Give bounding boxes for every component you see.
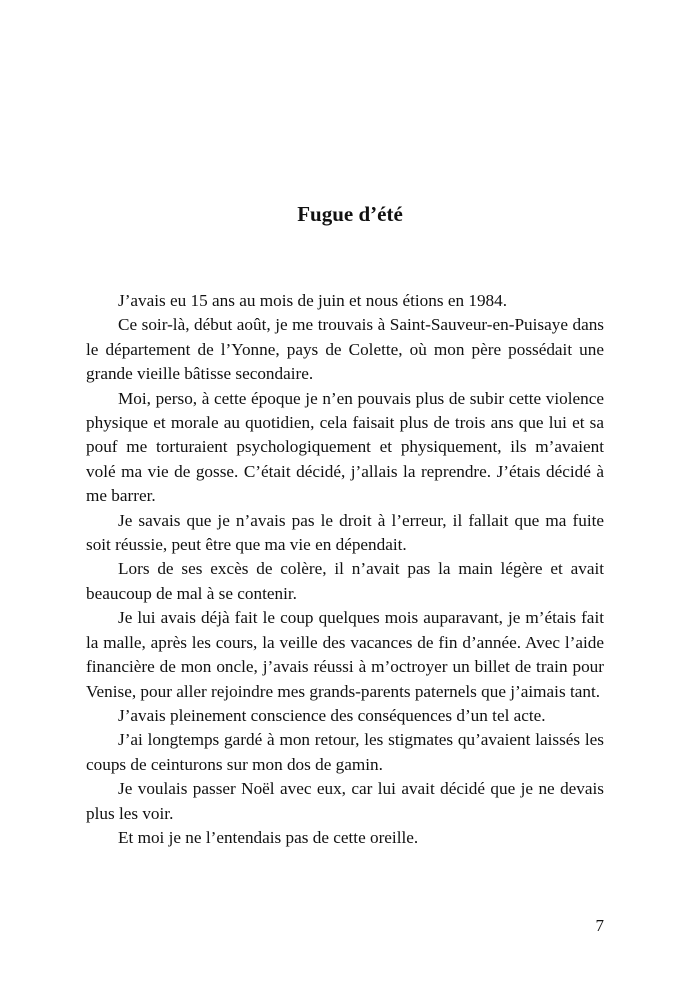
paragraph: J’avais eu 15 ans au mois de juin et nous étions en 1984.: [118, 291, 508, 310]
paragraph: Ce soir-là, début août, je me trouvais à Saint-Sauveur-en-Puisaye dans le département de l’Yonne, pays de Colette, où mon père possédait une grande vieille bâtisse secondaire.: [86, 315, 604, 384]
paragraph: Je lui avais déjà fait le coup quelques mois auparavant, je m’étais fait la malle, après les cours, la veille des vacances de fin d’année. Avec l’aide financière de mon oncle, j’avais réussi à m’octroyer un billet de train pour Venise, pour aller rejoindre mes grands-parents paternels que j’aimais tant.: [86, 608, 604, 701]
paragraph: Je voulais passer Noël avec eux, car lui avait décidé que je ne devais plus les voir.: [86, 779, 604, 823]
chapter-body: [86, 289, 604, 850]
paragraph: Et moi je ne l’entendais pas de cette oreille.: [118, 827, 419, 847]
page-number: 7: [595, 916, 604, 935]
paragraph: J’avais pleinement conscience des conséquences d’un tel acte.: [118, 705, 546, 725]
paragraph: Moi, perso, à cette époque je n’en pouvais plus de subir cette violence physique et morale au quotidien, cela faisait plus de trois ans que lui et sa pouf me torturaient psychologiquement et physiquement, ils m’avaient volé ma vie de gosse. C’était décidé, j’allais la reprendre. J’étais décidé à me barrer.: [86, 388, 604, 506]
chapter-title: Fugue d’été: [297, 202, 403, 226]
paragraph: Lors de ses excès de colère, il n’avait pas la main légère et avait beaucoup de mal à se contenir.: [86, 559, 604, 603]
paragraph: J’ai longtemps gardé à mon retour, les stigmates qu’avaient laissés les coups de ceinturons sur mon dos de gamin.: [86, 730, 604, 774]
paragraph: Je savais que je n’avais pas le droit à l’erreur, il fallait que ma fuite soit réussie, peut être que ma vie en dépendait.: [86, 510, 604, 555]
